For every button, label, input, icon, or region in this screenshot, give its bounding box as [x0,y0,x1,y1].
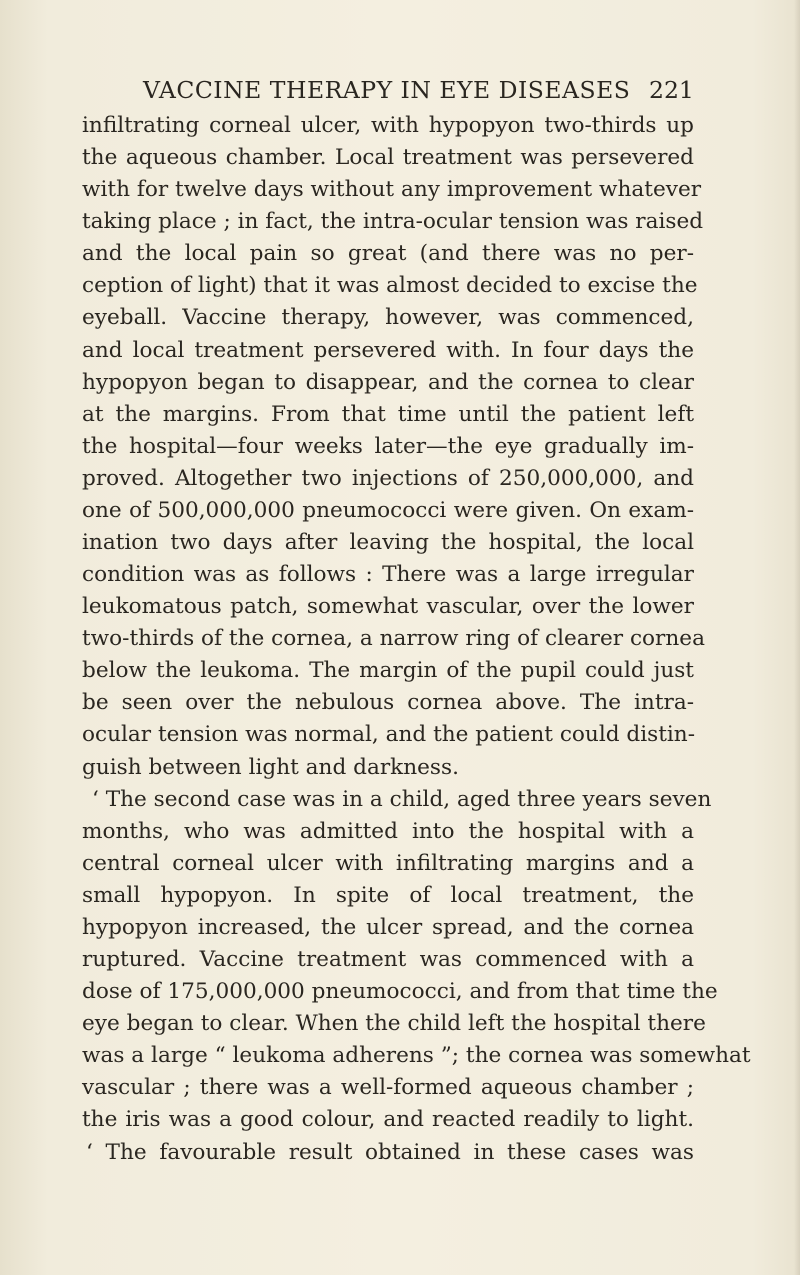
text-line: was a large “ leukoma adherens ”; the cornea was somewhat [82,1043,751,1069]
text-line: at the margins. From that time until the patient left [82,401,694,427]
text-line: and local treatment persevered with. In four days the [82,337,694,363]
text-line: ruptured. Vaccine treatment was commenced with a [82,947,694,973]
text-line: hypopyon began to disappear, and the cornea to clear [82,369,694,395]
page-number: 221 [649,76,694,104]
text-line: small hypopyon. In spite of local treatment, the [82,882,694,908]
text-line: ocular tension was normal, and the patient could distin- [82,722,696,748]
text-line: below the leukoma. The margin of the pupil could just [82,658,694,684]
text-line: infiltrating corneal ulcer, with hypopyon two-thirds up [82,113,694,138]
text-line: eye began to clear. When the child left the hospital there [82,1011,706,1037]
text-line: hypopyon increased, the ulcer spread, and the cornea [82,914,694,940]
running-title: VACCINE THERAPY IN EYE DISEASES [143,76,631,104]
text-line: taking place ; in fact, the intra-ocular tension was raised [82,209,704,235]
text-line: and the local pain so great (and there was no per- [82,241,694,267]
page-edge-shadow [794,0,800,1275]
page-header [0,73,800,113]
text-line: dose of 175,000,000 pneumococci, and from that time the [82,979,718,1005]
text-line: proved. Altogether two injections of 250,000,000, and [82,465,694,491]
text-line: be seen over the nebulous cornea above. The intra- [82,690,694,716]
text-line: months, who was admitted into the hospital with a [82,818,694,844]
text-line: the iris was a good colour, and reacted readily to light. [82,1107,694,1133]
text-line: eyeball. Vaccine therapy, however, was commenced, [82,305,694,331]
text-line: the hospital—four weeks later—the eye gradually im- [82,433,694,459]
text-line: ination two days after leaving the hospital, the local [82,530,694,556]
text-line: leukomatous patch, somewhat vascular, over the lower [82,594,694,620]
text-line: ‘ The second case was in a child, aged three years seven [92,786,712,812]
text-line: with for twelve days without any improvement whatever [82,177,702,203]
text-line: two-thirds of the cornea, a narrow ring of clearer cornea [82,626,705,652]
body-text [82,110,751,1169]
text-line: vascular ; there was a well-formed aqueous chamber ; [82,1075,694,1101]
text-line: the aqueous chamber. Local treatment was persevered [82,145,694,171]
text-line: ception of light) that it was almost decided to excise the [82,273,698,299]
text-line: condition was as follows : There was a large irregular [82,562,694,588]
text-line: one of 500,000,000 pneumococci were given. On exam- [82,497,694,523]
text-line: guish between light and darkness. [82,754,459,780]
text-line: central corneal ulcer with infiltrating margins and a [82,850,694,876]
text-line: ‘ The favourable result obtained in these cases was [86,1139,694,1165]
